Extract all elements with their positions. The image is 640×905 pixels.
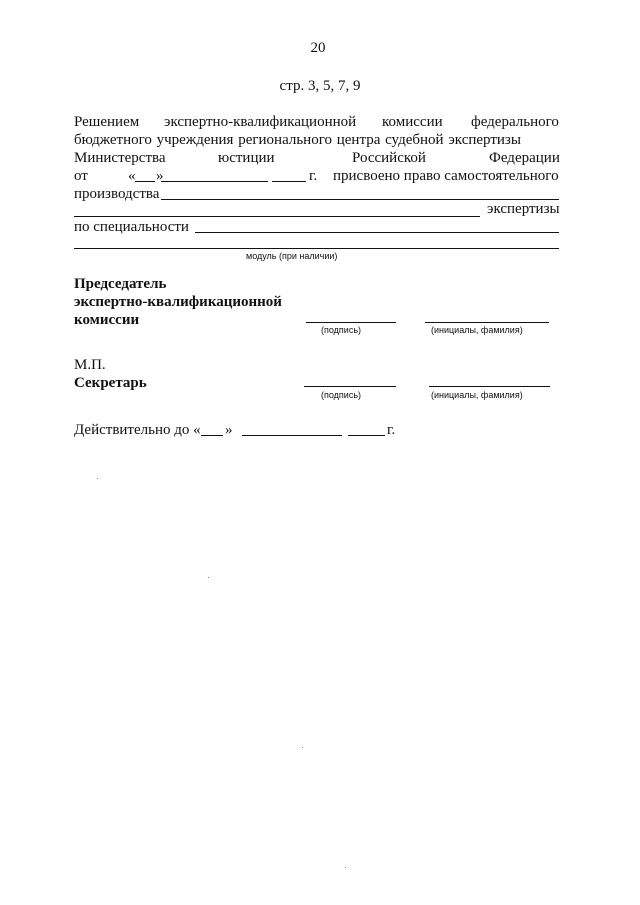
expertise-label: экспертизы: [487, 201, 560, 217]
validity-close-quote: »: [225, 422, 233, 438]
validity-year-suffix: г.: [387, 422, 396, 438]
body-word: Российской: [352, 150, 426, 166]
page-number: 20: [310, 40, 326, 56]
secretary-signature-line: [304, 386, 396, 387]
from-label: от: [74, 168, 88, 184]
date-close-quote: »: [156, 168, 164, 184]
date-open-quote: «: [128, 168, 136, 184]
scan-speck: [345, 867, 346, 868]
secretary-name-line: [429, 386, 550, 387]
secretary-name-caption: (инициалы, фамилия): [431, 390, 523, 400]
year-suffix: г.: [309, 168, 318, 184]
body-word: Решением: [74, 114, 140, 130]
body-word: экспертно-квалификационной: [164, 114, 357, 130]
chairman-signature-caption: (подпись): [320, 325, 362, 335]
month-blank: [161, 181, 268, 182]
secretary-title: Секретарь: [74, 375, 147, 391]
validity-year-blank: [348, 435, 385, 436]
chairman-title-line1: Председатель: [74, 276, 167, 292]
day-blank: [135, 181, 155, 182]
module-blank: [74, 248, 559, 249]
body-line: бюджетного учреждения регионального центра судебной экспертизы: [74, 132, 521, 148]
chairman-name-caption: (инициалы, фамилия): [431, 325, 523, 335]
page-references: стр. 3, 5, 7, 9: [279, 78, 361, 94]
specialty-blank: [195, 232, 559, 233]
body-word: юстиции: [218, 150, 275, 166]
scan-speck: [97, 478, 98, 479]
scan-speck: [302, 747, 303, 748]
body-word: Федерации: [489, 150, 560, 166]
year-blank: [272, 181, 306, 182]
chairman-title-line3: комиссии: [74, 312, 140, 328]
body-word: федерального: [471, 114, 559, 130]
body-line: производства: [74, 186, 160, 202]
chairman-title-line2: экспертно-квалификационной: [74, 294, 282, 310]
validity-day-blank: [201, 435, 223, 436]
expertise-type-blank: [74, 216, 480, 217]
body-word: Министерства: [74, 150, 166, 166]
specialty-label: по специальности: [74, 219, 189, 235]
body-word: комиссии: [382, 114, 443, 130]
validity-label: Действительно до «: [74, 422, 201, 438]
secretary-signature-caption: (подпись): [320, 390, 362, 400]
chairman-signature-line: [306, 322, 396, 323]
validity-month-blank: [242, 435, 342, 436]
chairman-name-line: [425, 322, 549, 323]
scan-speck: [208, 577, 209, 578]
module-caption: модуль (при наличии): [246, 251, 338, 261]
body-line: присвоено право самостоятельного: [333, 168, 559, 184]
stamp-place-label: М.П.: [74, 357, 106, 373]
